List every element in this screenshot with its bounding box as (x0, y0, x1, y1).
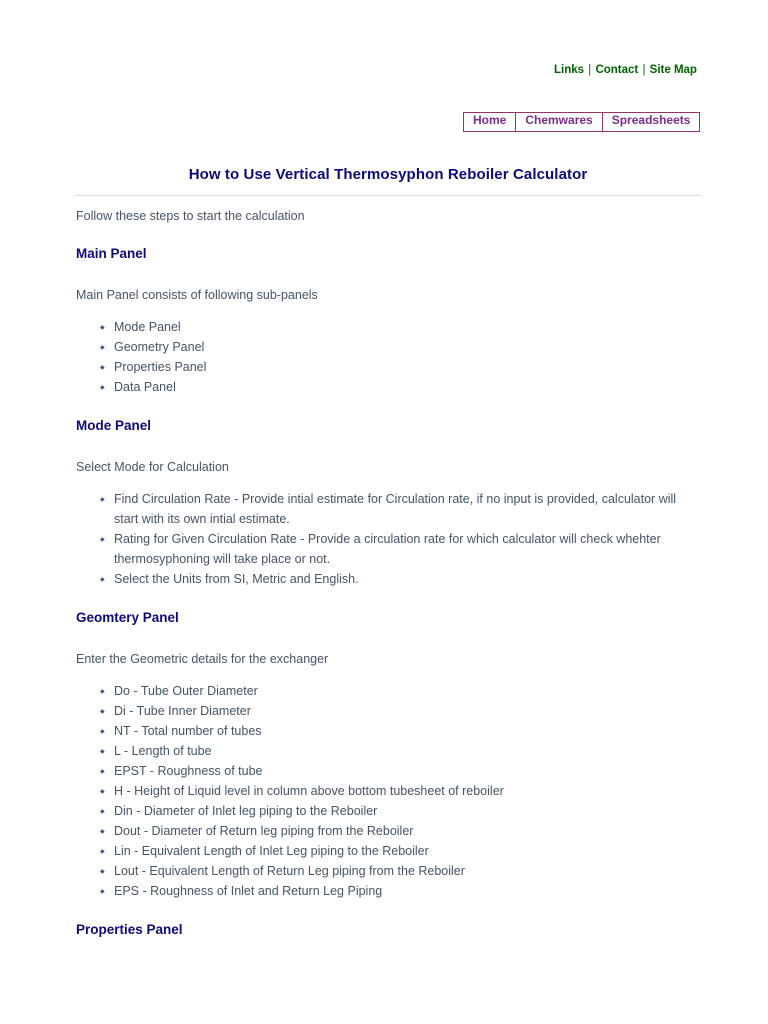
list-item: ◆ Select the Units from SI, Metric and English. (114, 569, 696, 589)
list-item: ◆ Properties Panel (114, 357, 696, 377)
list-item: ◆ Do - Tube Outer Diameter (114, 681, 696, 701)
top-links (554, 64, 697, 76)
list-item: ◆ Mode Panel (114, 317, 696, 337)
properties-panel-heading: Properties Panel (76, 922, 183, 937)
separator: | (642, 64, 646, 76)
main-panel-text: Main Panel consists of following sub-panels (76, 288, 318, 302)
list-item: ◆ L - Length of tube (114, 741, 696, 761)
list-item: ◆ Din - Diameter of Inlet leg piping to the Reboiler (114, 801, 696, 821)
list-item: ◆ Dout - Diameter of Return leg piping from the Reboiler (114, 821, 696, 841)
nav-chemwares[interactable]: Chemwares (516, 113, 602, 131)
nav-bar (463, 112, 700, 132)
list-item: ◆ Lout - Equivalent Length of Return Leg piping from the Reboiler (114, 861, 696, 881)
mode-panel-list (76, 489, 696, 589)
list-item: ◆ H - Height of Liquid level in column above bottom tubesheet of reboiler (114, 781, 696, 801)
list-item: ◆ Rating for Given Circulation Rate - Provide a circulation rate for which calculator will check whehter thermosyphoning will take place or not. (114, 529, 696, 569)
list-item: ◆ EPS - Roughness of Inlet and Return Leg Piping (114, 881, 696, 901)
sitemap-link[interactable]: Site Map (649, 64, 697, 76)
nav-spreadsheets[interactable]: Spreadsheets (611, 113, 691, 127)
mode-panel-text: Select Mode for Calculation (76, 460, 229, 474)
main-panel-heading: Main Panel (76, 246, 147, 261)
main-content (76, 207, 696, 939)
list-item: ◆ NT - Total number of tubes (114, 721, 696, 741)
contact-link[interactable]: Contact (595, 64, 639, 76)
main-panel-list (76, 317, 696, 397)
divider (76, 195, 701, 196)
list-item: ◆ Di - Tube Inner Diameter (114, 701, 696, 721)
list-item: ◆ Geometry Panel (114, 337, 696, 357)
nav-home[interactable]: Home (464, 113, 516, 131)
page-title: How to Use Vertical Thermosyphon Reboiler Calculator (188, 166, 588, 183)
intro-text: Follow these steps to start the calculation (76, 209, 305, 223)
geometry-panel-list (76, 681, 696, 901)
list-item: ◆ Data Panel (114, 377, 696, 397)
geometry-panel-text: Enter the Geometric details for the exchanger (76, 652, 329, 666)
geometry-panel-heading: Geomtery Panel (76, 610, 179, 625)
list-item: ◆ Find Circulation Rate - Provide intial estimate for Circulation rate, if no input is provided, calculator will start with its own intial estimate. (114, 489, 696, 529)
list-item: ◆ Lin - Equivalent Length of Inlet Leg piping to the Reboiler (114, 841, 696, 861)
links-link[interactable]: Links (554, 64, 585, 76)
separator: | (588, 64, 592, 76)
list-item: ◆ EPST - Roughness of tube (114, 761, 696, 781)
mode-panel-heading: Mode Panel (76, 418, 152, 433)
